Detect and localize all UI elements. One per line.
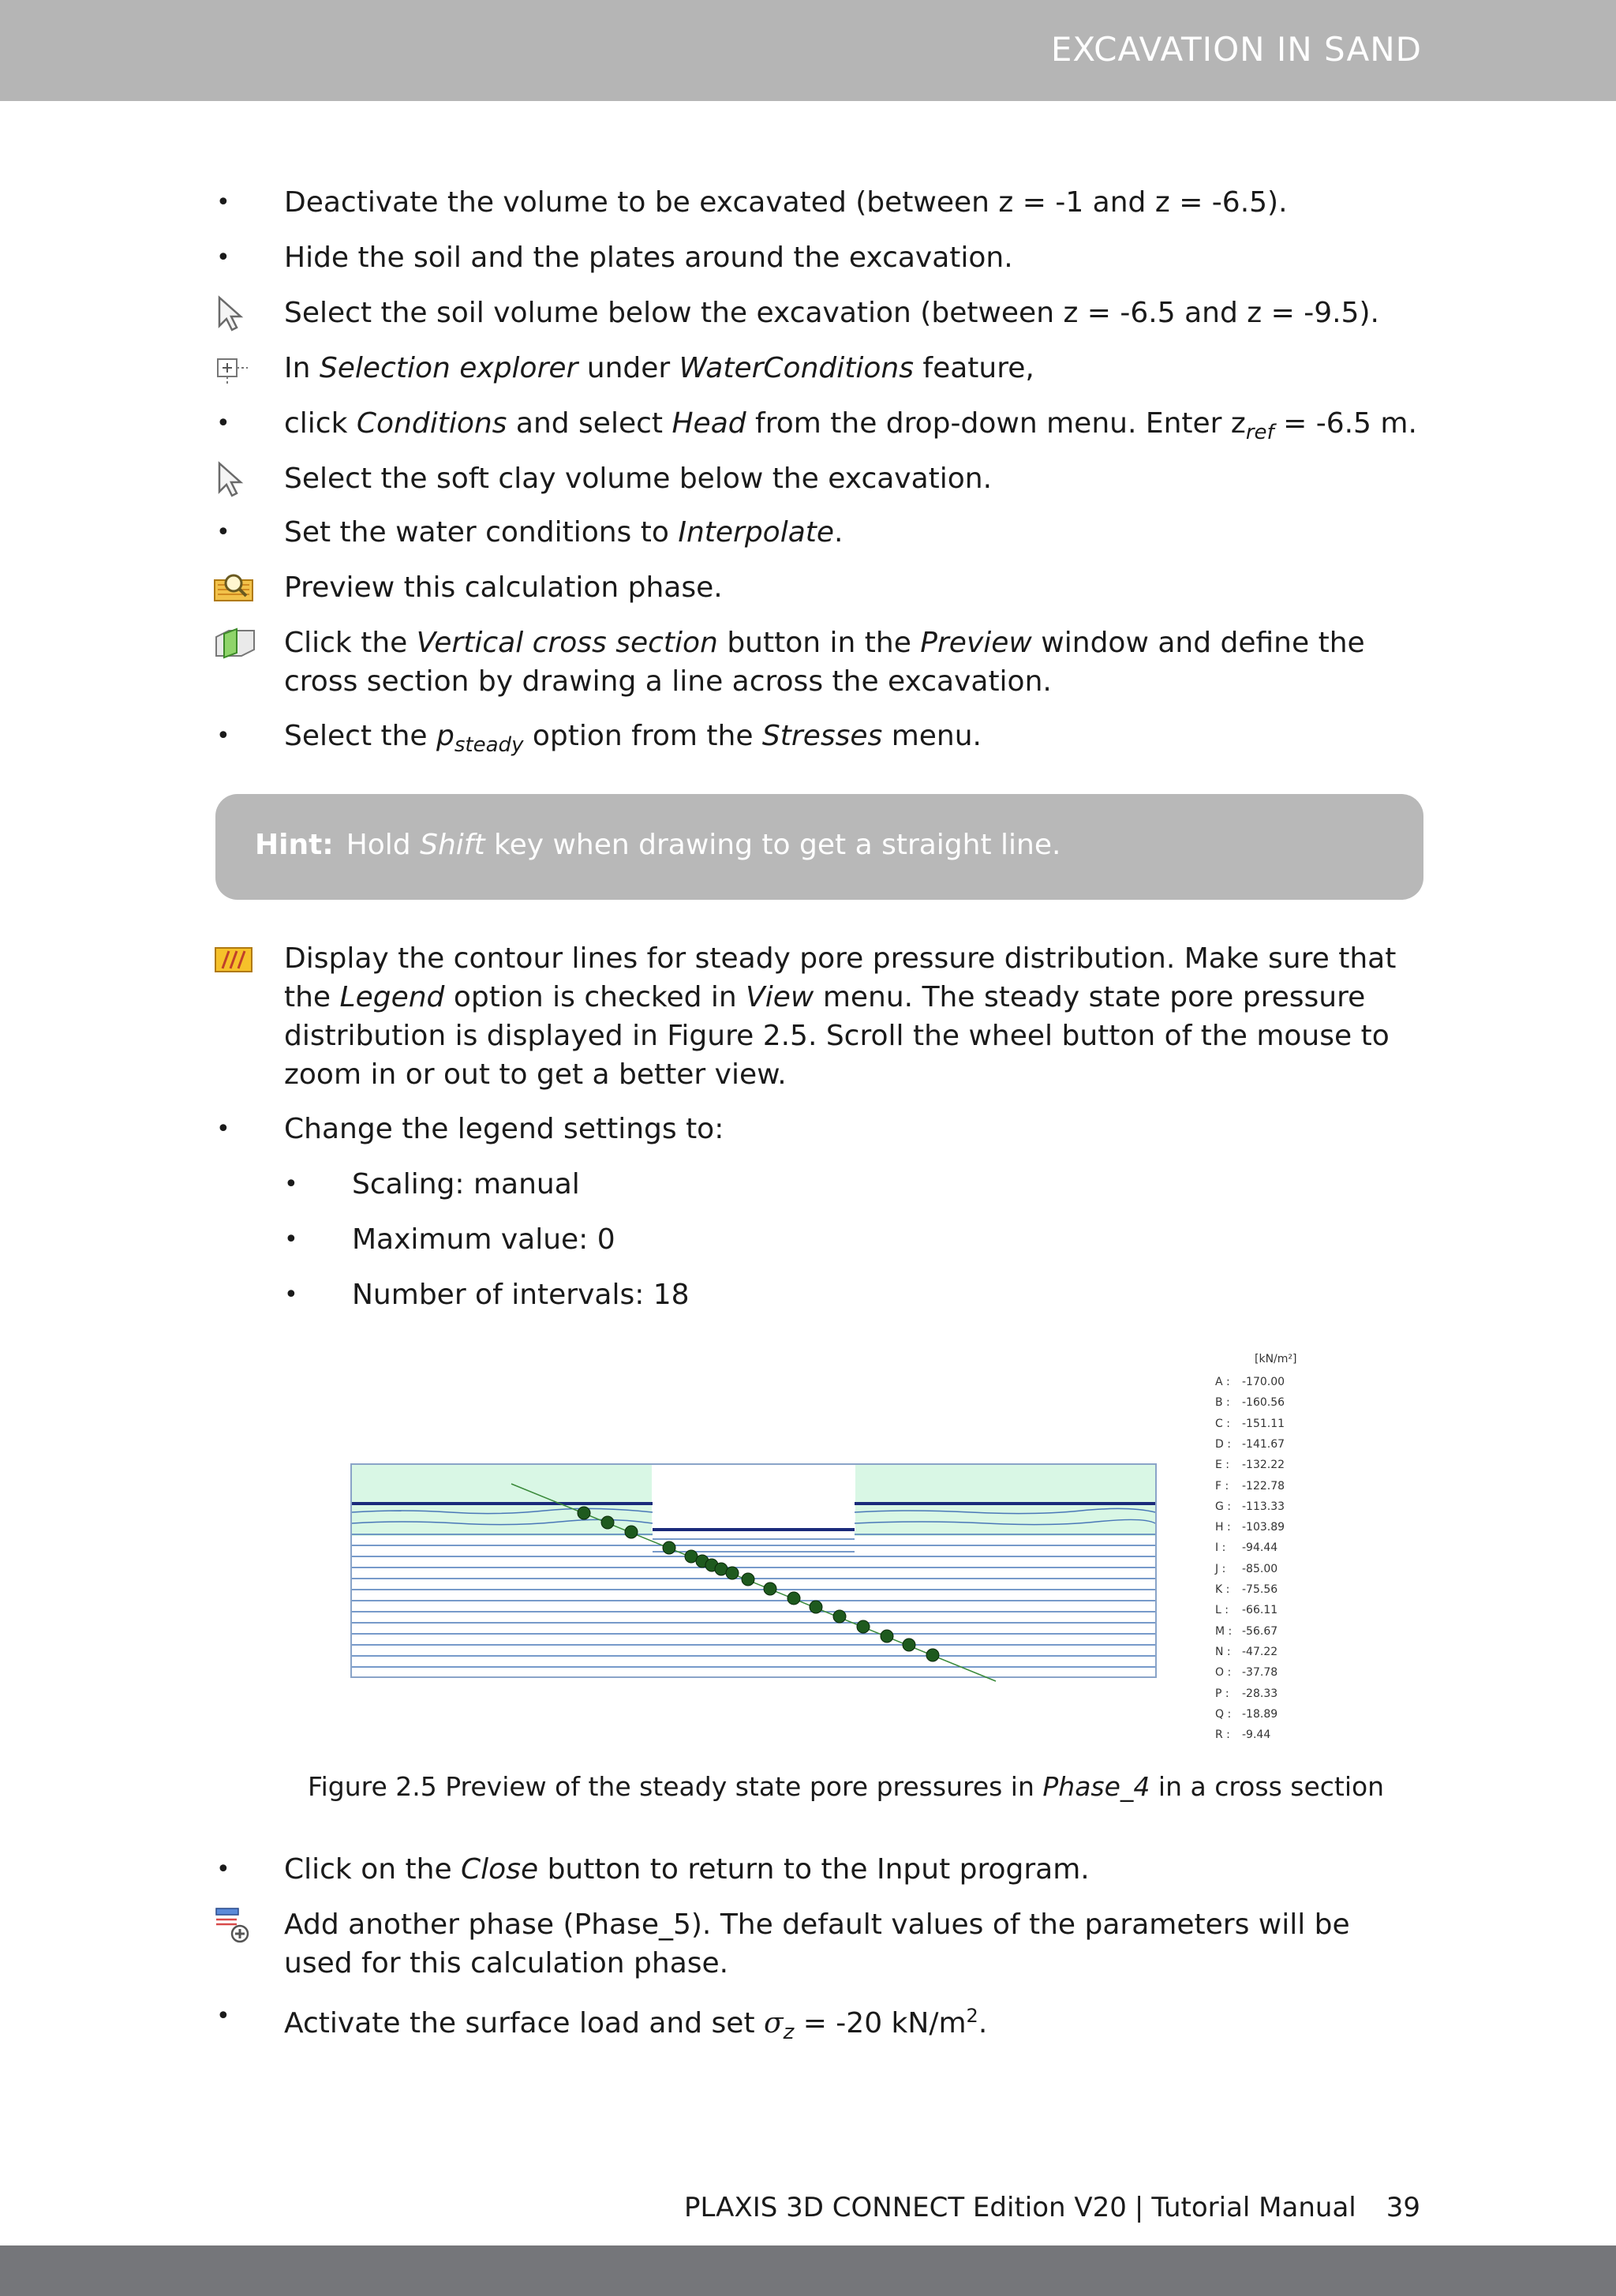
legend-row: G : -113.33 xyxy=(1215,1500,1285,1513)
legend-row: M : -56.67 xyxy=(1215,1624,1278,1638)
footer-bar xyxy=(0,2245,1616,2296)
vertical-cross-section-icon xyxy=(213,624,260,662)
legend-row: P : -28.33 xyxy=(1215,1687,1278,1700)
add-phase-icon xyxy=(213,1905,260,1944)
figure-caption: Figure 2.5 Preview of the steady state pore pressures in Phase_4 in a cross section xyxy=(308,1771,1385,1802)
page-footer: PLAXIS 3D CONNECT Edition V20 | Tutorial Manual 39 xyxy=(683,2192,1420,2223)
hint-box: Hint: Hold Shift key when drawing to get a straight line. xyxy=(215,794,1423,900)
bullet: • xyxy=(216,244,230,272)
bullet: • xyxy=(216,1115,230,1143)
bullet: • xyxy=(216,2002,230,2030)
bullet: • xyxy=(216,519,230,546)
legend-row: O : -37.78 xyxy=(1215,1666,1278,1680)
chapter-title: EXCAVATION IN SAND xyxy=(1050,30,1422,69)
legend-row: H : -103.89 xyxy=(1215,1521,1285,1534)
legend-row: E : -132.22 xyxy=(1215,1459,1285,1472)
legend-row: A : -170.00 xyxy=(1215,1376,1285,1388)
bullet: • xyxy=(216,1856,230,1883)
preview-icon xyxy=(213,568,260,607)
select-cursor-icon xyxy=(213,459,260,498)
bullet: • xyxy=(216,410,230,437)
bullet: • xyxy=(216,189,230,216)
legend-row: C : -151.11 xyxy=(1215,1417,1285,1430)
legend-row: I : -94.44 xyxy=(1215,1541,1278,1555)
legend-row: L : -66.11 xyxy=(1215,1604,1278,1617)
cross-section-figure xyxy=(339,1452,1184,1689)
contour-lines-icon xyxy=(213,939,260,978)
bullet: • xyxy=(216,722,230,750)
legend-unit: [kN/m²] xyxy=(1255,1353,1297,1365)
hint-label: Hint: xyxy=(255,829,334,861)
legend-row: R : -9.44 xyxy=(1215,1729,1271,1742)
page-header xyxy=(0,0,1616,101)
bullet: • xyxy=(284,1281,298,1309)
legend-row: D : -141.67 xyxy=(1215,1437,1285,1451)
select-cursor-icon xyxy=(213,294,260,332)
legend-row: F : -122.78 xyxy=(1215,1479,1285,1493)
selection-explorer-icon xyxy=(213,349,260,388)
legend-row: Q : -18.89 xyxy=(1215,1707,1278,1721)
legend-row: B : -160.56 xyxy=(1215,1396,1285,1410)
page-number: 39 xyxy=(1386,2192,1420,2223)
legend-row: K : -75.56 xyxy=(1215,1583,1278,1596)
legend-row: N : -47.22 xyxy=(1215,1645,1278,1658)
legend-row: J : -85.00 xyxy=(1215,1562,1278,1575)
bullet: • xyxy=(284,1226,298,1253)
bullet: • xyxy=(284,1170,298,1198)
